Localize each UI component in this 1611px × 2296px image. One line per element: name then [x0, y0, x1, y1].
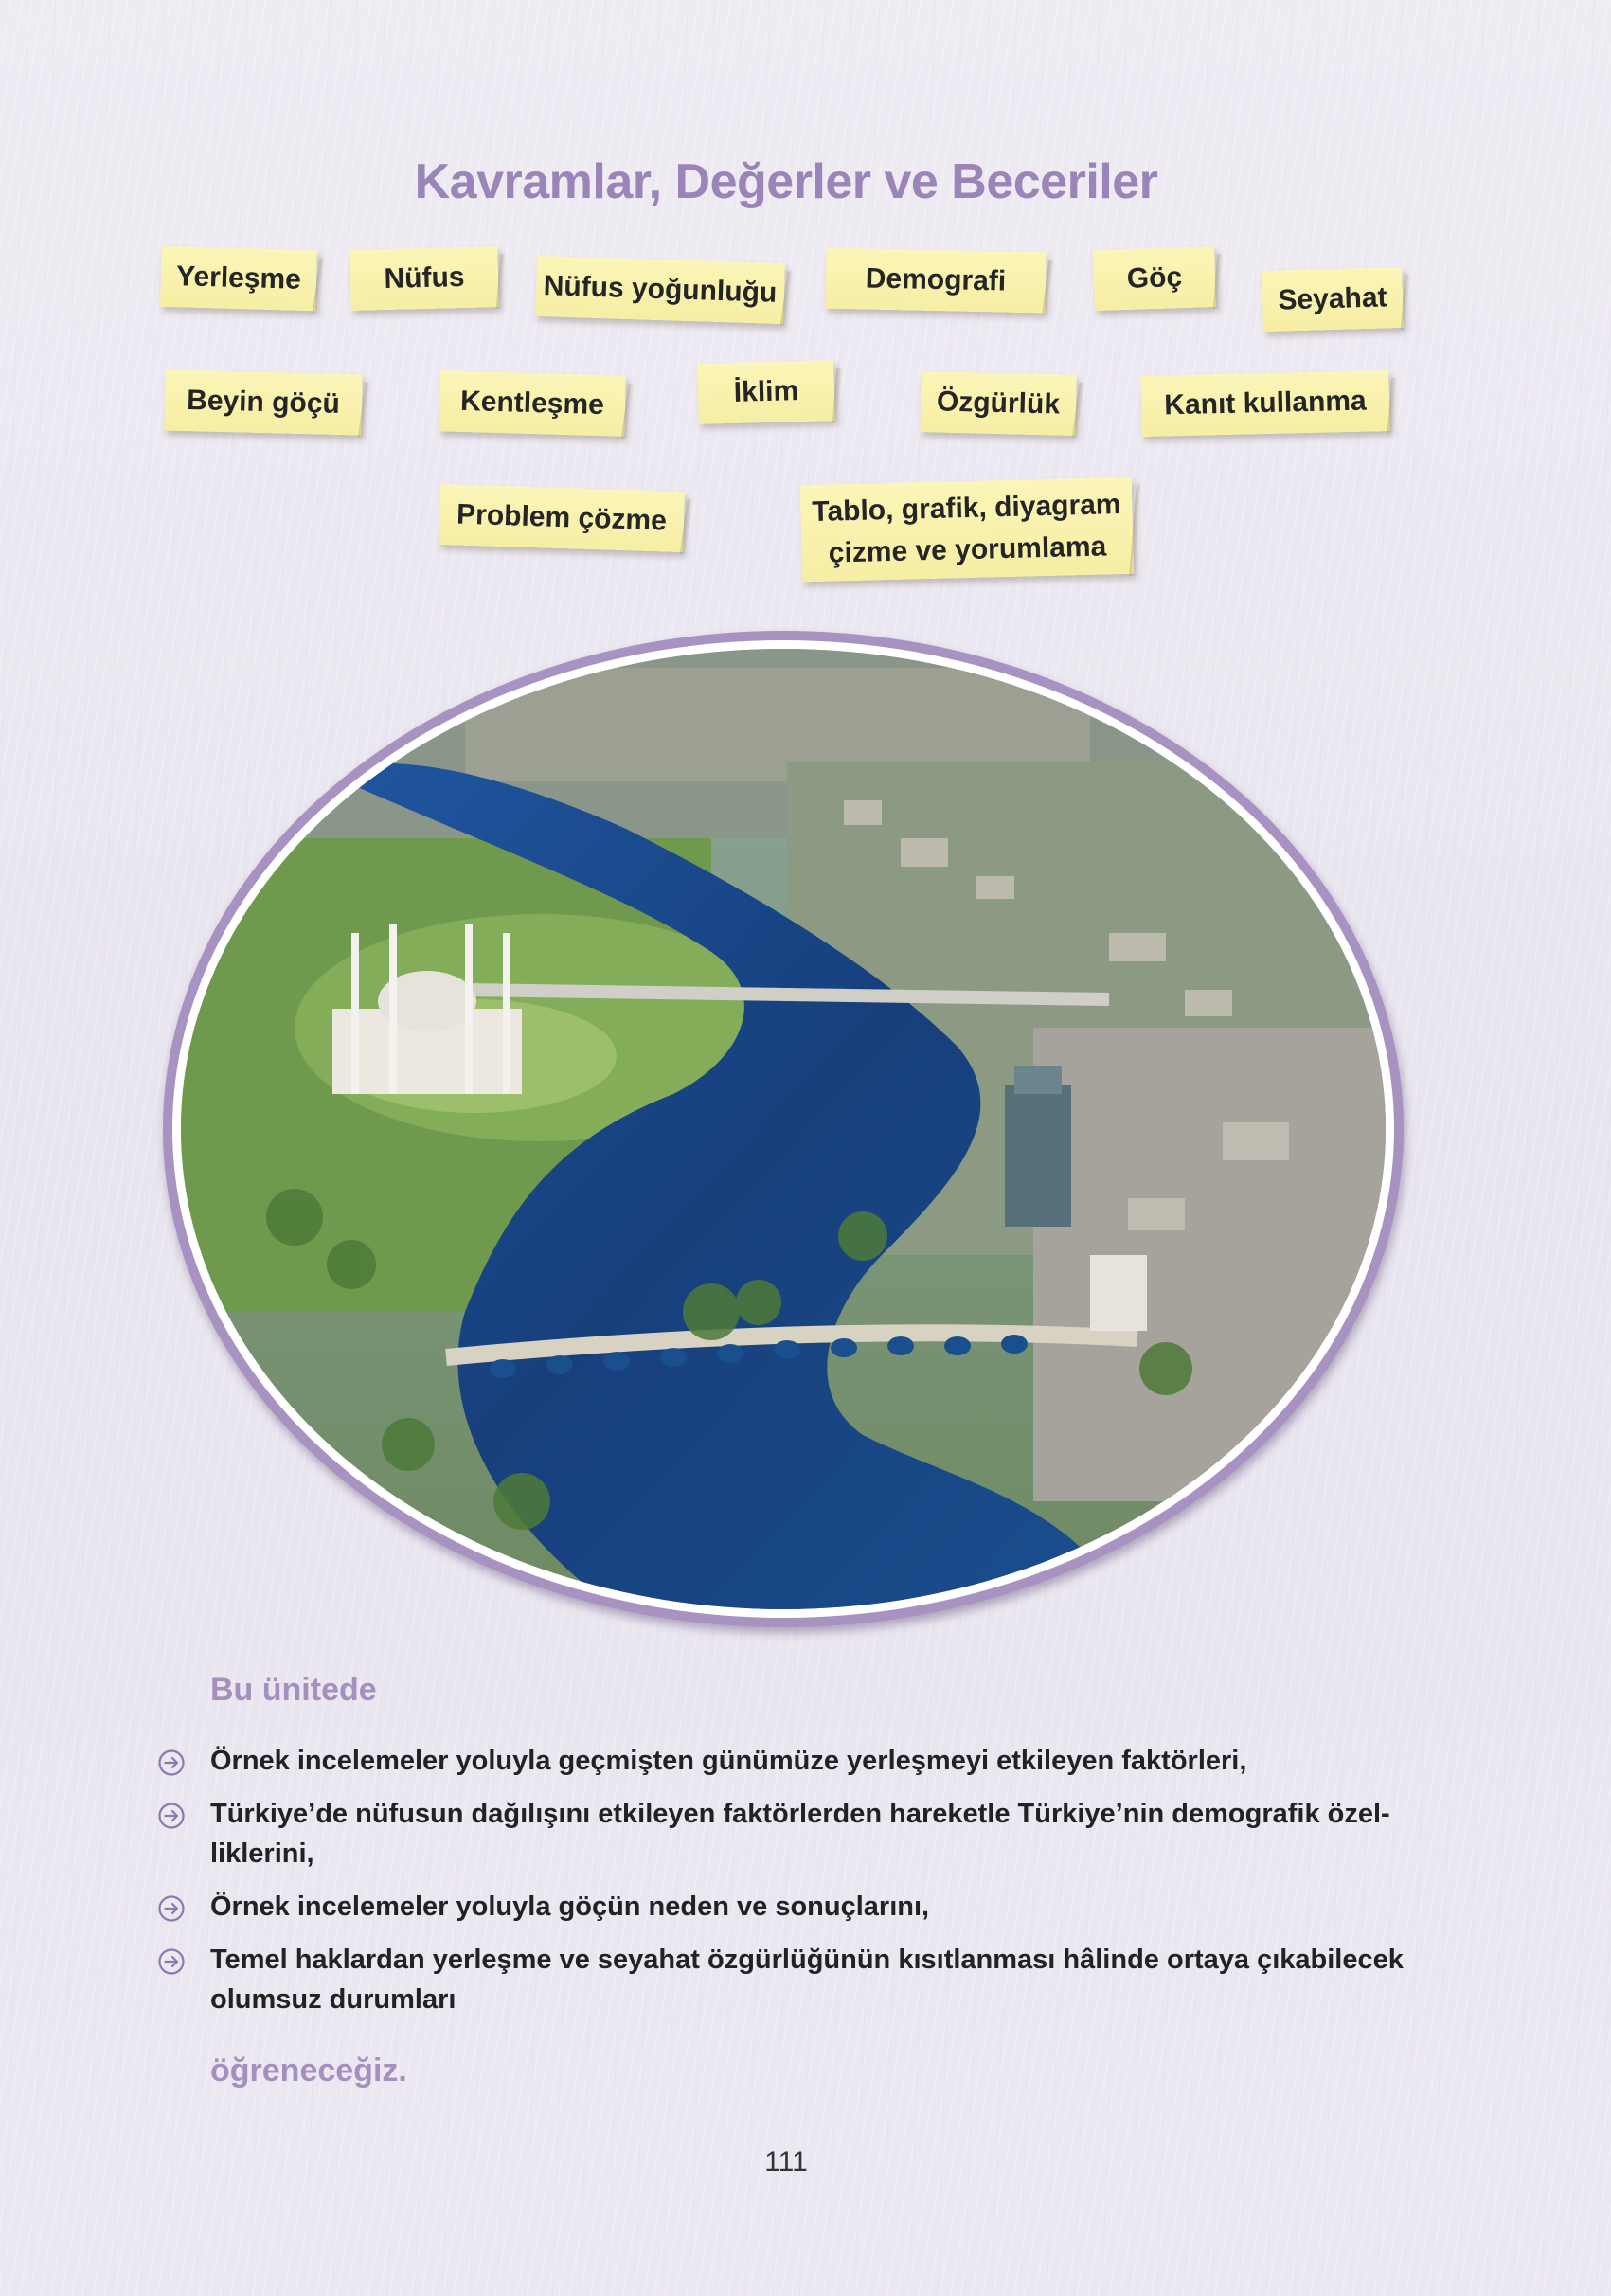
concept-note-problem-cozme [439, 484, 685, 552]
concept-note-kentlesme [439, 370, 626, 436]
concept-note-yerlesme [160, 246, 317, 312]
unit-goal-text: Temel haklardan yerleşme ve seyahat özgürlüğünün kısıtlanması hâlinde ortaya çıkabilecek olumsuz durumları [210, 1945, 1404, 2015]
concept-label: Kentleşme [459, 385, 605, 422]
arrow-circle-icon [157, 1894, 186, 1923]
concept-note-demografi [825, 248, 1046, 314]
concept-label: Seyahat [1278, 281, 1387, 316]
concept-note-tablo-grafik [800, 477, 1134, 583]
concept-label-line-2: çizme ve yorumlama [828, 530, 1107, 569]
aerial-city-river-image [181, 649, 1386, 1609]
concept-note-kanit-kullanma [1140, 370, 1389, 437]
concept-label: Yerleşme [175, 260, 302, 296]
concept-note-nufus [349, 246, 499, 311]
unit-goal [157, 1940, 1426, 2019]
aerial-photo [181, 649, 1386, 1609]
concept-label: Demografi [865, 262, 1007, 297]
concept-label: Problem çözme [456, 498, 668, 537]
photo-frame [163, 631, 1404, 1627]
concept-label: Nüfus [384, 260, 465, 296]
arrow-circle-icon [157, 1802, 186, 1830]
concept-note-seyahat [1262, 267, 1404, 332]
concept-label: Beyin göçü [186, 385, 341, 420]
page-title: Kavramlar, Değerler ve Beceriler [414, 154, 1158, 209]
arrow-circle-icon [157, 1749, 186, 1777]
concept-label: Kanıt kullanma [1163, 385, 1368, 422]
arrow-circle-icon [157, 1947, 186, 1976]
concept-note-iklim [697, 360, 835, 424]
unit-intro: Bu ünitede [210, 1672, 377, 1708]
concept-note-beyin-gocu [164, 369, 363, 435]
unit-goal-text: Örnek incelemeler yoluyla geçmişten günümüze yerleşmeyi etkileyen faktörleri, [210, 1746, 1247, 1776]
unit-goal [157, 1741, 1426, 1781]
concept-note-ozgurluk [920, 371, 1077, 436]
concept-note-nufus-yogunlugu [535, 256, 785, 324]
concept-label: Göç [1126, 261, 1183, 295]
concept-note-goc [1093, 246, 1216, 311]
page-number: 111 [764, 2146, 808, 2178]
unit-goals-list [157, 1741, 1426, 2033]
concept-label: Özgürlük [936, 386, 1061, 421]
unit-goal-text: Örnek incelemeler yoluyla göçün neden ve sonuçlarını, [210, 1892, 930, 1922]
unit-goal [157, 1794, 1426, 1874]
unit-goal [157, 1887, 1426, 1927]
concept-label: Nüfus yoğunluğu [543, 270, 778, 309]
unit-closing: öğreneceğiz. [210, 2053, 407, 2089]
concept-label-line-1: Tablo, grafik, diyagram [811, 489, 1121, 528]
unit-goal-text: Türkiye’de nüfusun dağılışını etkileyen faktörlerden hareketle Türkiye’nin demografik özel-liklerini, [210, 1799, 1390, 1869]
concept-label: İklim [733, 375, 799, 408]
